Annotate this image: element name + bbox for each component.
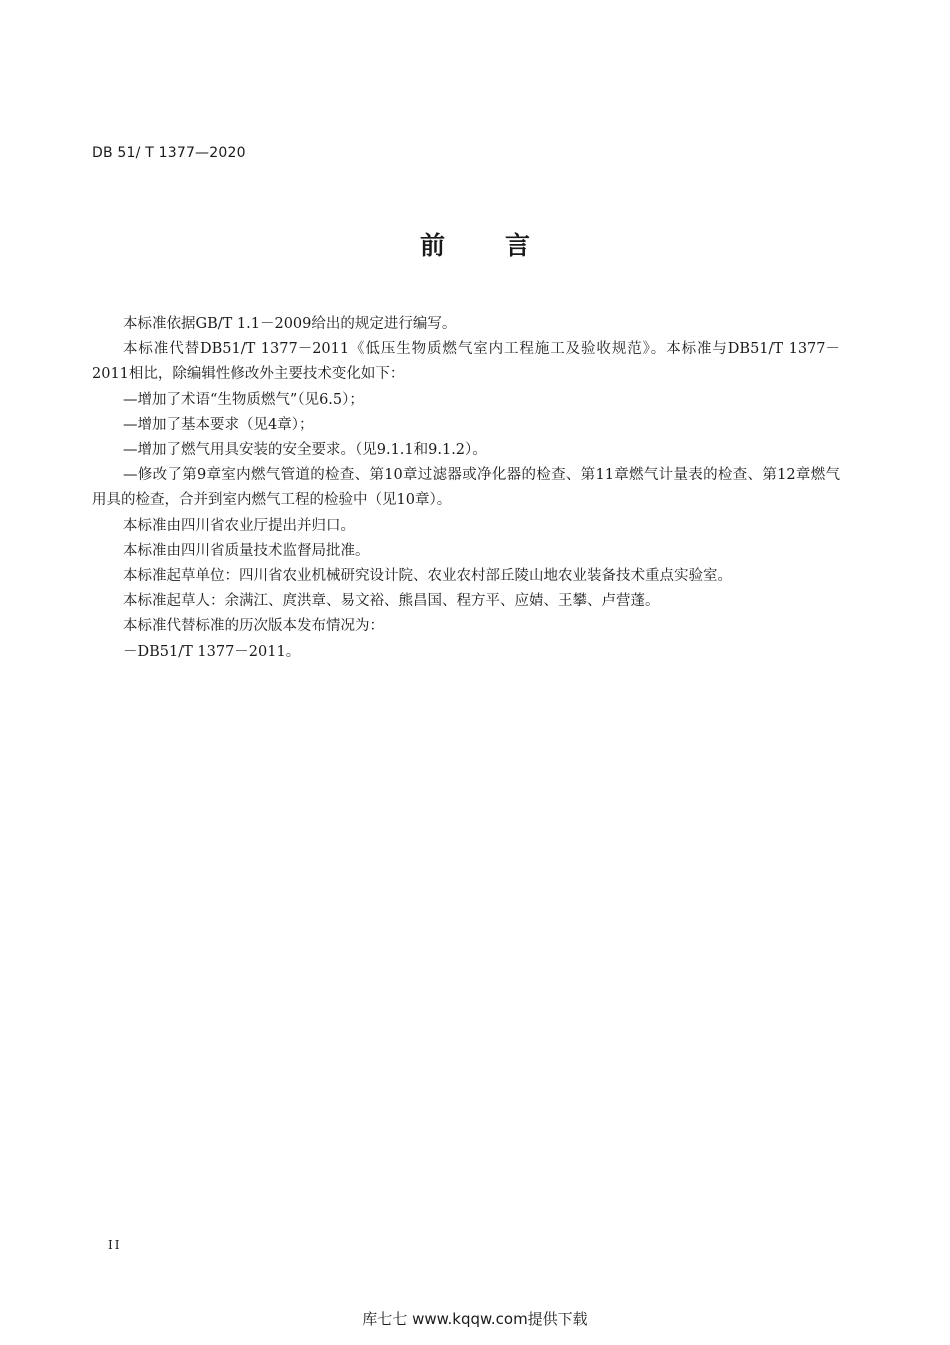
paragraph-replacement: 本标准代替DB51/T 1377－2011《低压生物质燃气室内工程施工及验收规范》。本标准与DB51/T 1377－2011相比，除编辑性修改外主要技术变化如下： [92, 341, 840, 383]
foreword-body [92, 312, 840, 665]
change-item-term: —增加了术语“生物质燃气”（见6.5）； [123, 391, 364, 408]
paragraph-drafters: 本标准起草人：余满江、庹洪章、易文裕、熊昌国、程方平、应婧、王攀、卢营蓬。 [123, 593, 660, 610]
paragraph-history-intro: 本标准代替标准的历次版本发布情况为： [123, 618, 384, 635]
change-item-basic-requirements: —增加了基本要求（见4章）； [123, 416, 314, 433]
change-item-safety-requirements: —增加了燃气用具安装的安全要求。（见9.1.1和9.1.2）。 [123, 442, 487, 459]
paragraph-history-item: －DB51/T 1377－2011。 [123, 643, 301, 660]
page-title: 前言 [419, 231, 590, 260]
paragraph-drafting-units: 本标准起草单位：四川省农业机械研究设计院、农业农村部丘陵山地农业装备技术重点实验室。 [123, 568, 732, 585]
download-watermark: 库七七 www.kqqw.com提供下载 [362, 1310, 588, 1328]
page-number: II [108, 1238, 122, 1252]
paragraph-approver: 本标准由四川省质量技术监督局批准。 [123, 542, 370, 559]
paragraph-proposer: 本标准由四川省农业厅提出并归口。 [123, 517, 355, 534]
change-item-inspection-merge: —修改了第9章室内燃气管道的检查、第10章过滤器或净化器的检查、第11章燃气计量表的检查、第12章燃气用具的检查，合并到室内燃气工程的检验中（见10章）。 [92, 467, 840, 509]
document-code: DB 51/ T 1377—2020 [92, 145, 246, 161]
paragraph-basis: 本标准依据GB/T 1.1－2009给出的规定进行编写。 [123, 316, 457, 332]
